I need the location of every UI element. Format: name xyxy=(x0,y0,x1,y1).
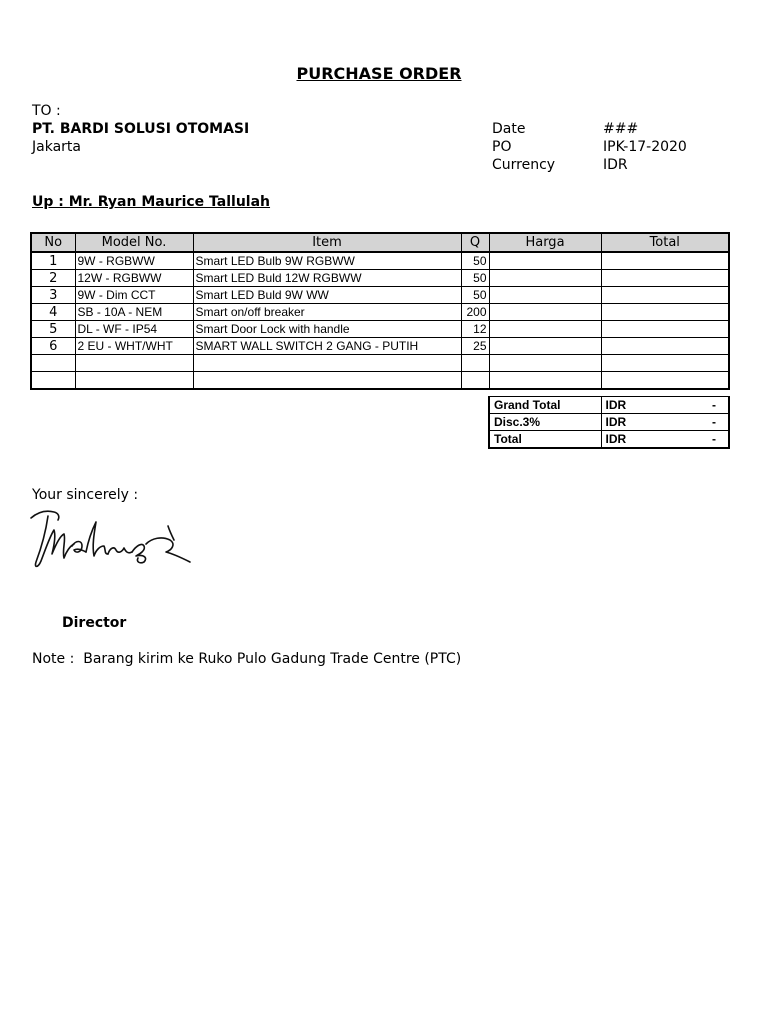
signer-title: Director xyxy=(62,615,127,631)
row-no: 5 xyxy=(31,321,75,338)
discount-currency: IDR xyxy=(605,415,627,429)
row-qty: 50 xyxy=(461,270,489,287)
currency-value: IDR xyxy=(603,157,628,173)
header-qty: Q xyxy=(461,233,489,252)
discount-value xyxy=(601,414,729,431)
row-total xyxy=(601,321,729,338)
row-harga xyxy=(489,372,601,390)
row-no: 3 xyxy=(31,287,75,304)
total-label: Total xyxy=(489,431,601,449)
row-item: Smart Door Lock with handle xyxy=(193,321,461,338)
row-model xyxy=(75,355,193,372)
row-model xyxy=(75,372,193,390)
document-title: PURCHASE ORDER xyxy=(296,64,462,83)
grand-total-amount: - xyxy=(712,398,716,412)
row-total xyxy=(601,287,729,304)
date-label: Date xyxy=(492,121,526,137)
header-total: Total xyxy=(601,233,729,252)
row-model: 9W - RGBWW xyxy=(75,252,193,270)
date-value: ### xyxy=(603,121,639,137)
grand-total-value xyxy=(601,397,729,414)
table-row xyxy=(31,321,729,338)
row-model: SB - 10A - NEM xyxy=(75,304,193,321)
row-item: Smart LED Buld 12W RGBWW xyxy=(193,270,461,287)
row-harga xyxy=(489,355,601,372)
recipient-company: PT. BARDI SOLUSI OTOMASI xyxy=(32,121,250,137)
row-item: Smart LED Bulb 9W RGBWW xyxy=(193,252,461,270)
total-amount: - xyxy=(712,432,716,446)
total-row xyxy=(489,431,729,449)
row-model: DL - WF - IP54 xyxy=(75,321,193,338)
total-value xyxy=(601,431,729,449)
row-total xyxy=(601,372,729,390)
table-row xyxy=(31,372,729,390)
row-item xyxy=(193,355,461,372)
row-no: 4 xyxy=(31,304,75,321)
discount-label: Disc.3% xyxy=(489,414,601,431)
row-item: SMART WALL SWITCH 2 GANG - PUTIH xyxy=(193,338,461,355)
discount-row xyxy=(489,414,729,431)
row-harga xyxy=(489,304,601,321)
signature-image xyxy=(28,506,196,588)
row-total xyxy=(601,304,729,321)
recipient-city: Jakarta xyxy=(32,139,81,155)
row-qty: 50 xyxy=(461,252,489,270)
table-header-row xyxy=(31,233,729,252)
table-row xyxy=(31,270,729,287)
table-row xyxy=(31,304,729,321)
total-currency: IDR xyxy=(605,432,627,446)
row-no xyxy=(31,355,75,372)
row-qty: 12 xyxy=(461,321,489,338)
table-row xyxy=(31,355,729,372)
delivery-note: Note : Barang kirim ke Ruko Pulo Gadung Trade Centre (PTC) xyxy=(32,651,462,667)
row-total xyxy=(601,355,729,372)
row-harga xyxy=(489,287,601,304)
header-item: Item xyxy=(193,233,461,252)
po-label: PO xyxy=(492,139,512,155)
row-harga xyxy=(489,252,601,270)
row-item: Smart LED Buld 9W WW xyxy=(193,287,461,304)
row-qty xyxy=(461,355,489,372)
row-item xyxy=(193,372,461,390)
discount-amount: - xyxy=(712,415,716,429)
row-harga xyxy=(489,321,601,338)
row-harga xyxy=(489,270,601,287)
row-total xyxy=(601,252,729,270)
row-no: 1 xyxy=(31,252,75,270)
row-no xyxy=(31,372,75,390)
row-no: 6 xyxy=(31,338,75,355)
po-value: IPK-17-2020 xyxy=(603,139,687,155)
row-qty: 200 xyxy=(461,304,489,321)
row-no: 2 xyxy=(31,270,75,287)
attention-line: Up : Mr. Ryan Maurice Tallulah xyxy=(32,194,271,210)
row-qty xyxy=(461,372,489,390)
row-item: Smart on/off breaker xyxy=(193,304,461,321)
row-harga xyxy=(489,338,601,355)
table-row xyxy=(31,338,729,355)
grand-total-currency: IDR xyxy=(605,398,627,412)
row-qty: 50 xyxy=(461,287,489,304)
row-total xyxy=(601,338,729,355)
row-model: 12W - RGBWW xyxy=(75,270,193,287)
grand-total-label: Grand Total xyxy=(489,397,601,414)
closing-text: Your sincerely : xyxy=(32,487,139,503)
to-label: TO : xyxy=(32,103,61,119)
table-row xyxy=(31,252,729,270)
header-model: Model No. xyxy=(75,233,193,252)
row-qty: 25 xyxy=(461,338,489,355)
header-no: No xyxy=(31,233,75,252)
row-model: 9W - Dim CCT xyxy=(75,287,193,304)
table-row xyxy=(31,287,729,304)
items-table xyxy=(30,232,730,390)
row-total xyxy=(601,270,729,287)
totals-table xyxy=(488,396,730,449)
grand-total-row xyxy=(489,397,729,414)
currency-label: Currency xyxy=(492,157,556,173)
header-harga: Harga xyxy=(489,233,601,252)
row-model: 2 EU - WHT/WHT xyxy=(75,338,193,355)
